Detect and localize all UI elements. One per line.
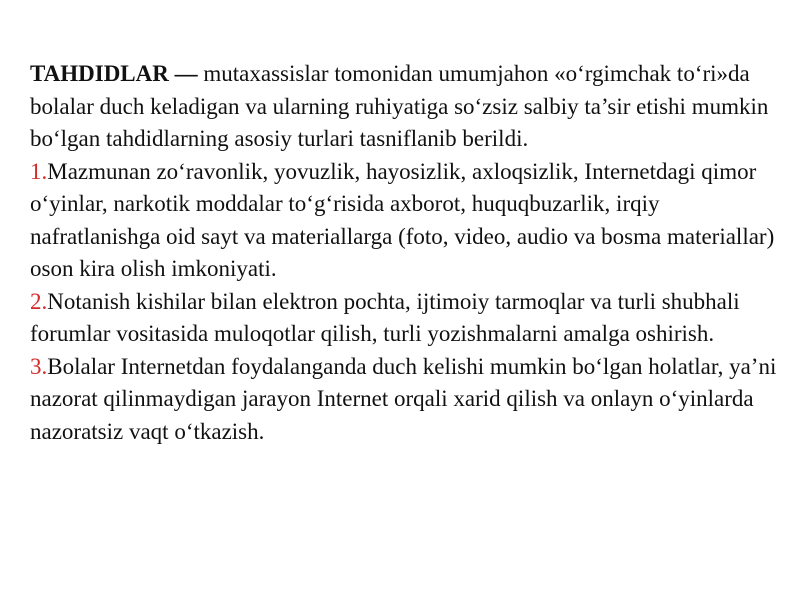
section-title: TAHDIDLAR — xyxy=(30,61,198,86)
list-item xyxy=(30,286,780,351)
intro-paragraph xyxy=(30,58,780,156)
item-text: Bolalar Internetdan foydalanganda duch kelishi mumkin bo‘lgan holatlar, ya’ni nazorat qilinmaydigan jarayon Internet orqali xarid qilish va onlayn o‘yinlarda nazoratsiz vaqt o‘tkazish. xyxy=(30,353,777,444)
item-text: Mazmunan zo‘ravonlik, yovuzlik, hayosizlik, axloqsizlik, Internetdagi qimor o‘yinlar, narkotik moddalar to‘g‘risida axborot, huquqbuzarlik, irqiy nafratlanishga oid sayt va materiallarga (foto, video, audio va bosma materiallar) oson kira olish imkoniyati. xyxy=(30,158,775,281)
item-text: Notanish kishilar bilan elektron pochta, ijtimoiy tarmoqlar va turli shubhali forumlar vositasida muloqotlar qilish, turli yozishmalarni amalga oshirish. xyxy=(30,288,740,346)
list-item xyxy=(30,351,780,449)
item-number: 3. xyxy=(30,353,48,379)
item-number: 2. xyxy=(30,288,48,314)
intro-text: mutaxassislar tomonidan umumjahon «o‘rgimchak to‘ri»da bolalar duch keladigan va ularning ruhiyatiga so‘zsiz salbiy ta’sir etishi mumkin bo‘lgan tahdidlarning asosiy turlari tasniflanib berildi. xyxy=(30,61,769,151)
list-item xyxy=(30,156,780,286)
item-number: 1. xyxy=(30,158,48,184)
